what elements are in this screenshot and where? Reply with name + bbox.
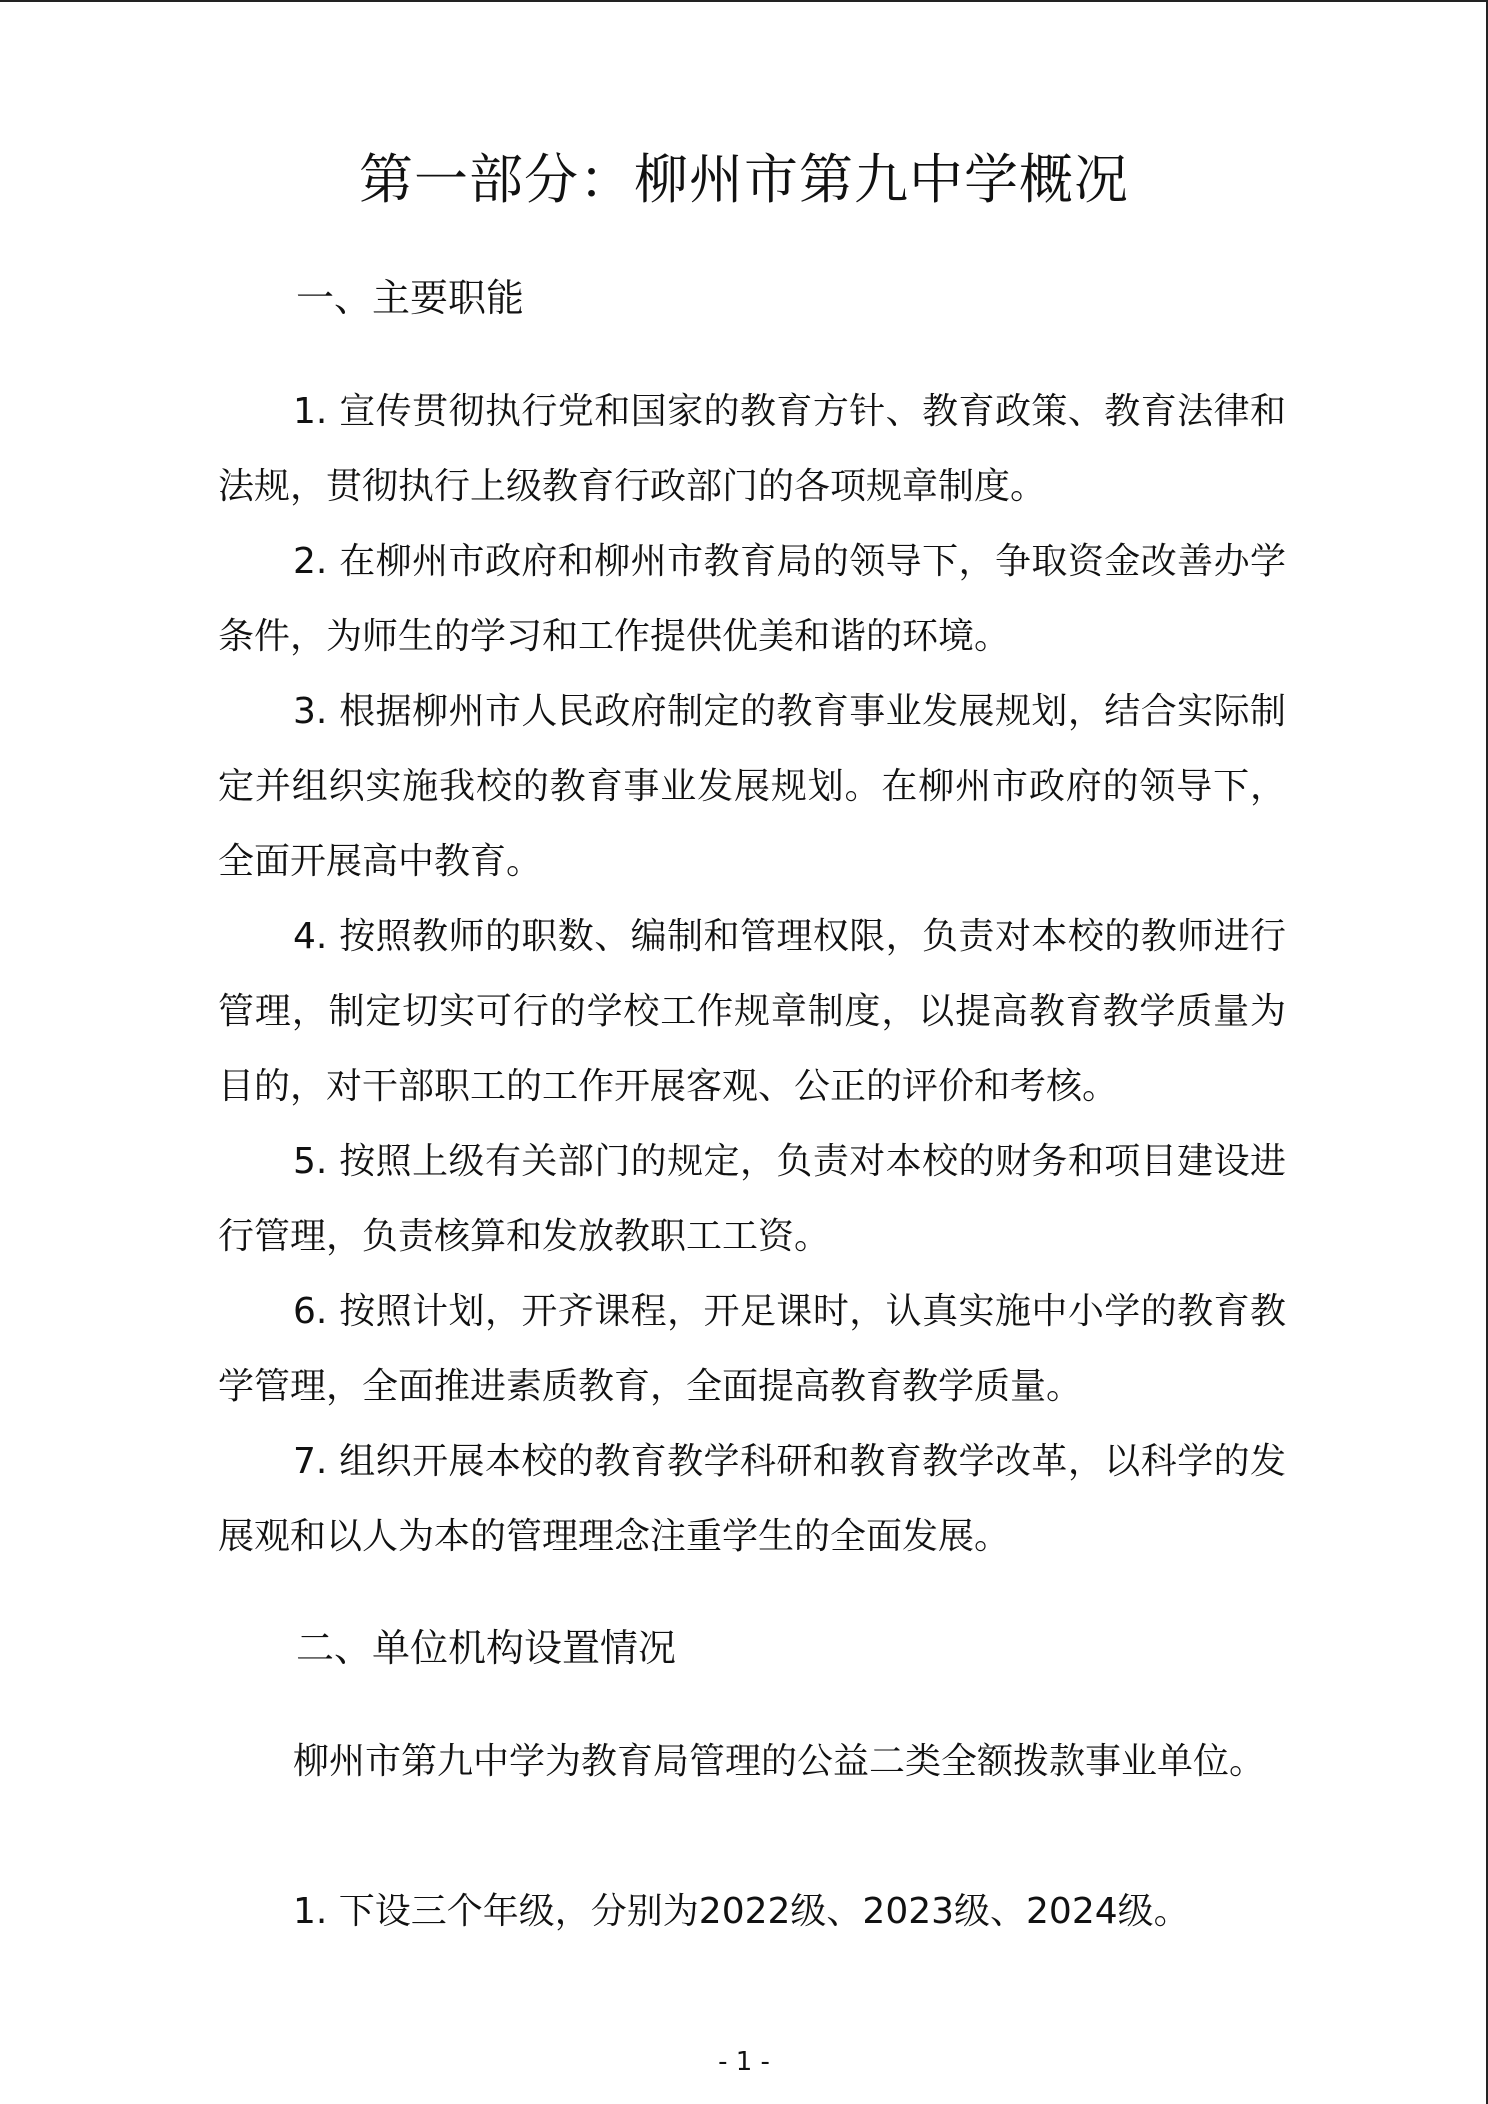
organization-item-1: 1. 下设三个年级，分别为2022级、2023级、2024级。 xyxy=(293,1891,1190,1932)
page-title: 第一部分：柳州市第九中学概况 xyxy=(359,148,1129,211)
function-item-7: 7. 组织开展本校的教育教学科研和教育教学改革，以科学的发展观和以人为本的管理理念注重学生的全面发展。 xyxy=(218,1441,1286,1557)
function-item-1: 1. 宣传贯彻执行党和国家的教育方针、教育政策、教育法律和法规，贯彻执行上级教育行政部门的各项规章制度。 xyxy=(218,391,1286,507)
function-item-4: 4. 按照教师的职数、编制和管理权限，负责对本校的教师进行管理，制定切实可行的学校工作规章制度，以提高教育教学质量为目的，对干部职工的工作开展客观、公正的评价和考核。 xyxy=(218,916,1286,1107)
page-number: - 1 - xyxy=(718,2047,770,2077)
function-item-5: 5. 按照上级有关部门的规定，负责对本校的财务和项目建设进行管理，负责核算和发放教职工工资。 xyxy=(218,1141,1286,1257)
function-item-6: 6. 按照计划，开齐课程，开足课时，认真实施中小学的教育教学管理，全面推进素质教育，全面提高教育教学质量。 xyxy=(218,1291,1286,1407)
page-border-top xyxy=(0,0,1488,2)
section-heading-organization: 二、单位机构设置情况 xyxy=(296,1626,677,1670)
function-item-3: 3. 根据柳州市人民政府制定的教育事业发展规划，结合实际制定并组织实施我校的教育事业发展规划。在柳州市政府的领导下，全面开展高中教育。 xyxy=(218,691,1286,882)
function-item-2: 2. 在柳州市政府和柳州市教育局的领导下，争取资金改善办学条件，为师生的学习和工作提供优美和谐的环境。 xyxy=(218,541,1286,657)
organization-intro: 柳州市第九中学为教育局管理的公益二类全额拨款事业单位。 xyxy=(293,1741,1266,1782)
section-heading-main-functions: 一、主要职能 xyxy=(296,276,525,320)
